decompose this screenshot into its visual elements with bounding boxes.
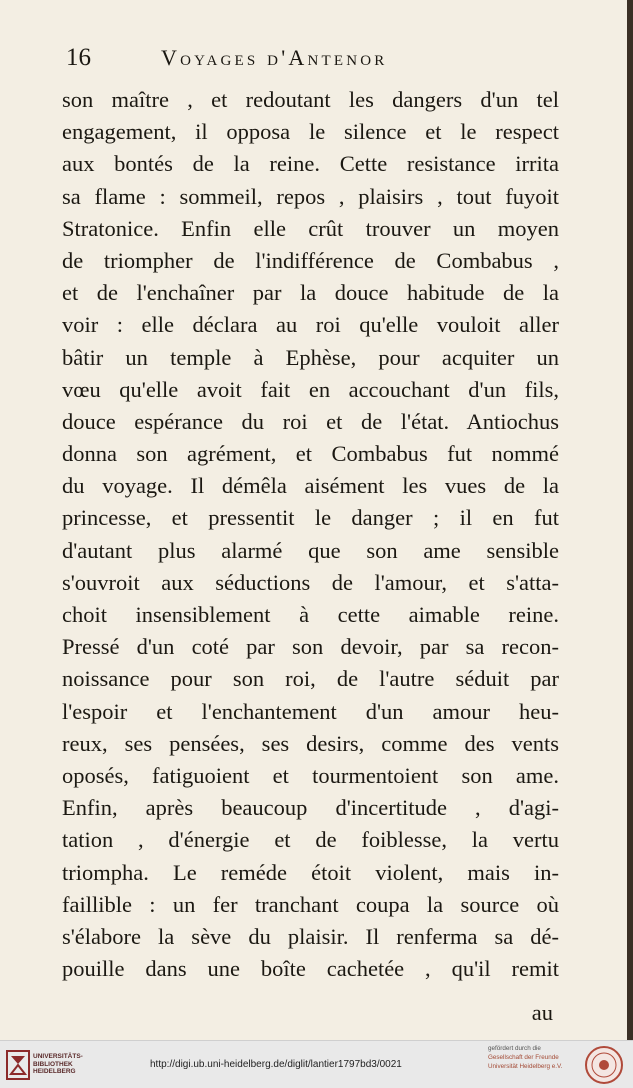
library-name-line: HEIDELBERG [33,1068,76,1075]
text-line: de triompher de l'indifférence de Combabus , [62,247,559,273]
text-line: noissance pour son roi, de l'autre séduit par [62,666,559,692]
text-line: aux bontés de la reine. Cette resistance irrita [62,151,559,177]
text-line: s'élabore la sève du plaisir. Il renferma sa dé- [62,923,559,949]
text-line: son maître , et redoutant les dangers d'un tel [62,87,559,112]
text-line: l'espoir et l'enchantement d'un amour heu- [62,698,559,724]
body-text [62,84,559,985]
running-head: Voyages d'Antenor [161,45,388,70]
text-line: douce espérance du roi et de l'état. Antiochus [62,408,559,434]
text-line: s'ouvroit aux séductions de l'amour, et s'atta- [62,569,559,595]
text-line: bâtir un temple à Ephèse, pour acquiter un [62,344,559,370]
text-line: sa flame : sommeil, repos , plaisirs , tout fuyoit [62,183,559,209]
text-line: pouille dans une boîte cachetée , qu'il remit [62,956,559,982]
text-line: triompha. Le reméde étoit violent, mais in- [62,859,559,885]
page-number: 16 [66,44,91,71]
text-line: oposés, fatiguoient et tourmentoient son ame. [62,762,559,788]
sponsor-name-line: Universität Heidelberg e.V. [488,1063,563,1070]
text-line: Stratonice. Enfin elle crût trouver un moyen [62,215,559,241]
text-line: tation , d'énergie et de foiblesse, la vertu [62,827,559,853]
university-seal-icon [584,1045,624,1085]
library-name [33,1053,83,1076]
sponsor-name-line: Gesellschaft der Freunde [488,1054,559,1061]
text-line: d'autant plus alarmé que son ame sensible [62,537,559,563]
text-line: Enfin, après beaucoup d'incertitude , d'agi- [62,795,559,821]
text-line: et de l'enchaîner par la douce habitude de la [62,280,559,306]
text-line: Pressé d'un coté par son devoir, par sa recon- [62,634,559,660]
sponsor-label: gefördert durch die [488,1045,541,1052]
text-line: donna son agrément, et Combabus fut nommé [62,441,559,467]
text-line: du voyage. Il démêla aisément les vues de la [62,473,559,499]
text-line: choit insensiblement à cette aimable reine. [62,602,559,627]
text-line: faillible : un fer tranchant coupa la source où [62,891,559,917]
sponsor-credit [488,1044,562,1071]
library-logo-icon [6,1050,30,1080]
viewer-footer [0,1040,633,1088]
text-line: engagement, il opposa le silence et le respect [62,119,559,145]
text-line: reux, ses pensées, ses desirs, comme des vents [62,730,559,756]
text-line: princesse, et pressentit le danger ; il en fut [62,505,559,531]
library-name-line: UNIVERSITÄTS- [33,1053,83,1060]
library-name-line: BIBLIOTHEK [33,1060,73,1068]
permalink-url[interactable]: http://digi.ub.uni-heidelberg.de/diglit/lantier1797bd3/0021 [150,1059,402,1070]
catchword: au [531,1000,553,1025]
text-line: vœu qu'elle avoit fait en accouchant d'un fils, [62,376,559,402]
text-line: voir : elle déclara au roi qu'elle vouloit aller [62,312,559,338]
